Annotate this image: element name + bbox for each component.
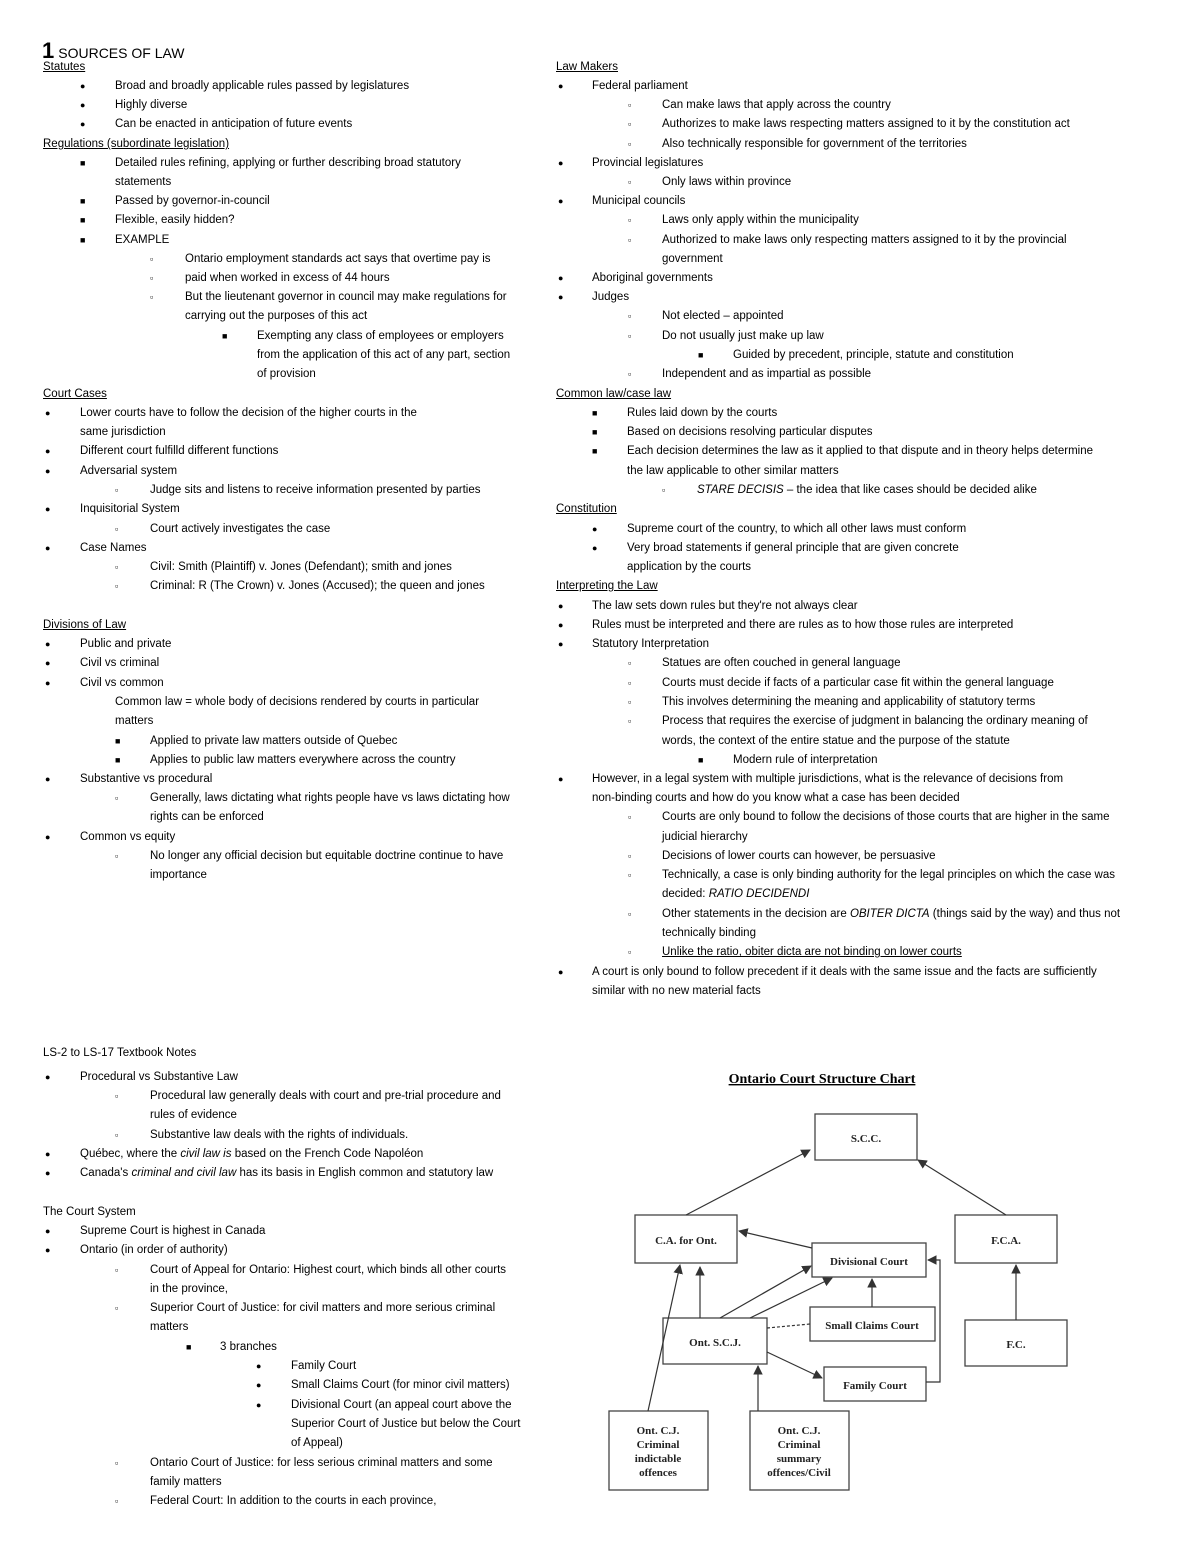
note-line: Rules must be interpreted and there are rules as to how those rules are interpreted <box>592 619 1014 631</box>
note-line: Not elected – appointed <box>662 310 784 322</box>
note-line: Civil vs criminal <box>80 657 160 669</box>
node-ca: C.A. for Ont. <box>655 1235 717 1247</box>
note-line: Supreme Court is highest in Canada <box>80 1225 266 1237</box>
bullet-marker: ▫ <box>115 1265 119 1275</box>
bullet-marker: ▫ <box>628 311 632 321</box>
note-line: Adversarial system <box>80 465 178 477</box>
bullet-marker: ▫ <box>115 851 119 861</box>
note-line: Ontario Court of Justice: for less serious criminal matters and some <box>150 1457 493 1469</box>
note-line: carrying out the purposes of this act <box>185 310 368 322</box>
section-heading: Interpreting the Law <box>556 580 658 592</box>
bullet-marker: ■ <box>592 446 598 456</box>
note-line: LS-2 to LS-17 Textbook Notes <box>43 1047 197 1059</box>
note-line: Ontario (in order of authority) <box>80 1244 228 1256</box>
bullet-marker: ● <box>256 1361 262 1371</box>
note-line: Do not usually just make up law <box>662 330 824 342</box>
note-line: Other statements in the decision are OBITER DICTA (things said by the way) and thus not <box>662 908 1121 920</box>
section-heading: Law Makers <box>556 61 618 73</box>
bullet-marker: ■ <box>592 408 598 418</box>
note-line: Different court fulfilld different functions <box>80 445 279 457</box>
node-cj1-l1: Ont. C.J. <box>636 1425 680 1437</box>
bullet-marker: ● <box>45 832 51 842</box>
bullet-marker: ● <box>558 273 564 283</box>
bullet-marker: ■ <box>80 196 86 206</box>
bullet-marker: ▫ <box>115 562 119 572</box>
note-line: Substantive vs procedural <box>80 773 213 785</box>
node-cj1-l3: indictable <box>634 1453 682 1465</box>
note-line: Based on decisions resolving particular disputes <box>627 426 873 438</box>
note-line: same jurisdiction <box>80 426 166 438</box>
note-line: government <box>662 253 723 265</box>
bullet-marker: ■ <box>698 350 704 360</box>
note-line: Substantive law deals with the rights of individuals. <box>150 1129 409 1141</box>
bullet-marker: ▫ <box>628 947 632 957</box>
bullet-marker: ▫ <box>150 273 154 283</box>
bullet-marker: ● <box>558 774 564 784</box>
note-line: Applied to private law matters outside of Quebec <box>150 735 398 747</box>
section-heading: Constitution <box>556 503 617 515</box>
note-line: Technically, a case is only binding authority for the legal principles on which the case was <box>662 869 1116 881</box>
note-line: Federal parliament <box>592 80 688 92</box>
bullet-marker: ● <box>558 967 564 977</box>
note-line: application by the courts <box>627 561 752 573</box>
bullet-marker: ■ <box>115 755 121 765</box>
bullet-marker: ▫ <box>115 485 119 495</box>
bullet-marker: ● <box>256 1380 262 1390</box>
note-line: Civil vs common <box>80 677 164 689</box>
node-fc: F.C. <box>1006 1339 1026 1351</box>
note-line: Authorized to make laws only respecting matters assigned to it by the provincial <box>662 234 1067 246</box>
note-line: rights can be enforced <box>150 811 264 823</box>
bullet-marker: ▫ <box>662 485 666 495</box>
note-line: Common vs equity <box>80 831 176 843</box>
bullet-marker: ▫ <box>628 331 632 341</box>
note-line: Statutory Interpretation <box>592 638 709 650</box>
note-line: Process that requires the exercise of judgment in balancing the ordinary meaning of <box>662 715 1088 727</box>
note-line: importance <box>150 869 207 881</box>
note-line: Public and private <box>80 638 172 650</box>
bullet-marker: ▫ <box>628 119 632 129</box>
bullet-marker: ■ <box>222 331 228 341</box>
bullet-marker: ● <box>558 639 564 649</box>
bullet-marker: ▫ <box>115 1091 119 1101</box>
note-line: The Court System <box>43 1206 136 1218</box>
note-line: matters <box>150 1321 189 1333</box>
bullet-marker: ▫ <box>115 1303 119 1313</box>
note-line: family matters <box>150 1476 222 1488</box>
note-line: Each decision determines the law as it applied to that dispute and in theory helps determine <box>627 445 1094 457</box>
note-line: Québec, where the civil law is based on the French Code Napoléon <box>80 1148 424 1160</box>
node-cj2-l2: Criminal <box>777 1439 821 1451</box>
bullet-marker: ▫ <box>115 1130 119 1140</box>
note-line: judicial hierarchy <box>662 831 748 843</box>
chart-title: Ontario Court Structure Chart <box>728 1072 916 1087</box>
bullet-marker: ▫ <box>628 139 632 149</box>
bullet-marker: ● <box>592 524 598 534</box>
bullet-marker: ● <box>45 1245 51 1255</box>
note-line: Courts are only bound to follow the decisions of those courts that are higher in the same <box>662 811 1110 823</box>
node-cj2-l4: offences/Civil <box>767 1467 831 1479</box>
section-heading: Statutes <box>43 61 86 73</box>
note-line: Only laws within province <box>662 176 792 188</box>
section-title: SOURCES OF LAW <box>58 45 185 61</box>
note-line: Superior Court of Justice: for civil matters and more serious criminal <box>150 1302 496 1314</box>
bullet-marker: ▫ <box>628 697 632 707</box>
bullet-marker: ▫ <box>628 870 632 880</box>
node-cj2-l3: summary <box>776 1453 822 1465</box>
bullet-marker: ▫ <box>115 581 119 591</box>
bullet-marker: ● <box>558 81 564 91</box>
note-line: EXAMPLE <box>115 234 170 246</box>
bullet-marker: ● <box>45 774 51 784</box>
bullet-marker: ▫ <box>628 658 632 668</box>
bullet-marker: ● <box>45 1149 51 1159</box>
note-line: Superior Court of Justice but below the Court <box>291 1418 521 1430</box>
node-fca: F.C.A. <box>991 1235 1021 1247</box>
bullet-marker: ● <box>558 196 564 206</box>
note-line: Laws only apply within the municipality <box>662 214 859 226</box>
note-line: STARE DECISIS – the idea that like cases should be decided alike <box>697 484 1037 496</box>
bullet-marker: ● <box>592 543 598 553</box>
bullet-marker: ● <box>558 601 564 611</box>
section-heading: Common law/case law <box>556 388 672 400</box>
note-line: in the province, <box>150 1283 228 1295</box>
note-line: rules of evidence <box>150 1109 237 1121</box>
note-line: Independent and as impartial as possible <box>662 368 872 380</box>
note-line: Exempting any class of employees or employers <box>257 330 504 342</box>
bullet-marker: ● <box>80 119 86 129</box>
section-heading: Divisions of Law <box>43 619 127 631</box>
note-line: similar with no new material facts <box>592 985 761 997</box>
bullet-marker: ▫ <box>628 235 632 245</box>
bullet-marker: ● <box>45 446 51 456</box>
bullet-marker: ● <box>80 81 86 91</box>
node-small: Small Claims Court <box>825 1320 919 1332</box>
note-line: Passed by governor-in-council <box>115 195 270 207</box>
bullet-marker: ● <box>558 620 564 630</box>
node-cj2-l1: Ont. C.J. <box>777 1425 821 1437</box>
note-line: However, in a legal system with multiple jurisdictions, what is the relevance of decisions from <box>592 773 1064 785</box>
note-line: Generally, laws dictating what rights people have vs laws dictating how <box>150 792 510 804</box>
note-line: Can make laws that apply across the country <box>662 99 891 111</box>
note-line: Decisions of lower courts can however, be persuasive <box>662 850 936 862</box>
bullet-marker: ■ <box>80 158 86 168</box>
note-line: Lower courts have to follow the decision of the higher courts in the <box>80 407 417 419</box>
note-line: non-binding courts and how do you know what a case has been decided <box>592 792 960 804</box>
note-line: Aboriginal governments <box>592 272 713 284</box>
bullet-marker: ▫ <box>150 292 154 302</box>
bullet-marker: ▫ <box>115 793 119 803</box>
note-line: 3 branches <box>220 1341 277 1353</box>
note-line: Court of Appeal for Ontario: Highest court, which binds all other courts <box>150 1264 507 1276</box>
bullet-marker: ● <box>558 292 564 302</box>
bullet-marker: ▫ <box>115 1458 119 1468</box>
bullet-marker: ▫ <box>628 215 632 225</box>
note-line: Municipal councils <box>592 195 686 207</box>
note-line: Authorizes to make laws respecting matters assigned to it by the constitution act <box>662 118 1070 130</box>
node-div: Divisional Court <box>830 1256 908 1268</box>
bullet-marker: ▫ <box>628 177 632 187</box>
note-line: Applies to public law matters everywhere across the country <box>150 754 456 766</box>
note-line: from the application of this act of any part, section <box>257 349 511 361</box>
note-line: Procedural law generally deals with court and pre-trial procedure and <box>150 1090 501 1102</box>
note-line: words, the context of the entire statue and the purpose of the statute <box>662 735 1010 747</box>
note-line: Statues are often couched in general language <box>662 657 901 669</box>
note-line: Provincial legislatures <box>592 157 704 169</box>
bullet-marker: ■ <box>186 1342 192 1352</box>
note-line: Court actively investigates the case <box>150 523 331 535</box>
note-line: Courts must decide if facts of a particular case fit within the general language <box>662 677 1054 689</box>
note-line: But the lieutenant governor in council may make regulations for <box>185 291 507 303</box>
bullet-marker: ● <box>45 1226 51 1236</box>
bullet-marker: ▫ <box>628 812 632 822</box>
bullet-marker: ● <box>45 543 51 553</box>
node-family: Family Court <box>843 1380 907 1392</box>
bullet-marker: ▫ <box>150 254 154 264</box>
bullet-marker: ● <box>45 1072 51 1082</box>
note-line: Ontario employment standards act says that overtime pay is <box>185 253 491 265</box>
note-line: Case Names <box>80 542 147 554</box>
bullet-marker: ■ <box>80 235 86 245</box>
note-line: Canada's criminal and civil law has its basis in English common and statutory law <box>80 1167 494 1179</box>
bullet-marker: ▫ <box>628 909 632 919</box>
note-line: statements <box>115 176 172 188</box>
node-cj1-l4: offences <box>639 1467 677 1479</box>
bullet-marker: ● <box>45 658 51 668</box>
note-line: of Appeal) <box>291 1437 343 1449</box>
note-line: technically binding <box>662 927 756 939</box>
bullet-marker: ■ <box>698 755 704 765</box>
bullet-marker: ▫ <box>115 1496 119 1506</box>
section-heading: Regulations (subordinate legislation) <box>43 138 230 150</box>
note-line: The law sets down rules but they're not always clear <box>592 600 858 612</box>
note-line: A court is only bound to follow precedent if it deals with the same issue and the facts are sufficiently <box>592 966 1097 978</box>
note-line: the law applicable to other similar matters <box>627 465 839 477</box>
note-line: No longer any official decision but equitable doctrine continue to have <box>150 850 504 862</box>
bullet-marker: ▫ <box>628 100 632 110</box>
note-line: decided: RATIO DECIDENDI <box>662 888 810 900</box>
note-line: Guided by precedent, principle, statute and constitution <box>733 349 1014 361</box>
bullet-marker: ● <box>80 100 86 110</box>
note-line: Unlike the ratio, obiter dicta are not binding on lower courts <box>662 946 962 958</box>
note-line: Family Court <box>291 1360 357 1372</box>
note-line: matters <box>115 715 154 727</box>
note-line: Common law = whole body of decisions rendered by courts in particular <box>115 696 480 708</box>
note-line: Small Claims Court (for minor civil matters) <box>291 1379 510 1391</box>
bullet-marker: ▫ <box>628 716 632 726</box>
note-line: Criminal: R (The Crown) v. Jones (Accused); the queen and jones <box>150 580 485 592</box>
bullet-marker: ▫ <box>115 524 119 534</box>
bullet-marker: ● <box>45 408 51 418</box>
note-line: Can be enacted in anticipation of future events <box>115 118 353 130</box>
bullet-marker: ● <box>256 1400 262 1410</box>
note-line: Flexible, easily hidden? <box>115 214 235 226</box>
note-line: Inquisitorial System <box>80 503 180 515</box>
bullet-marker: ● <box>45 639 51 649</box>
bullet-marker: ■ <box>592 427 598 437</box>
note-line: Rules laid down by the courts <box>627 407 778 419</box>
bullet-marker: ● <box>45 466 51 476</box>
note-line: Broad and broadly applicable rules passed by legislatures <box>115 80 410 92</box>
node-scj: Ont. S.C.J. <box>689 1337 741 1349</box>
note-line: Divisional Court (an appeal court above the <box>291 1399 512 1411</box>
bullet-marker: ● <box>558 158 564 168</box>
note-line: Procedural vs Substantive Law <box>80 1071 238 1083</box>
section-heading: Court Cases <box>43 388 107 400</box>
bullet-marker: ● <box>45 504 51 514</box>
bullet-marker: ▫ <box>628 851 632 861</box>
node-scc: S.C.C. <box>850 1133 882 1145</box>
note-line: Detailed rules refining, applying or further describing broad statutory <box>115 157 461 169</box>
bullet-marker: ■ <box>80 215 86 225</box>
note-line: Civil: Smith (Plaintiff) v. Jones (Defendant); smith and jones <box>150 561 452 573</box>
node-cj1-l2: Criminal <box>636 1439 680 1451</box>
bullet-marker: ■ <box>115 736 121 746</box>
note-line: Supreme court of the country, to which all other laws must conform <box>627 523 967 535</box>
note-line: Highly diverse <box>115 99 188 111</box>
note-line: Judges <box>592 291 630 303</box>
bullet-marker: ▫ <box>628 369 632 379</box>
bullet-marker: ▫ <box>628 678 632 688</box>
note-line: Very broad statements if general principle that are given concrete <box>627 542 959 554</box>
section-number: 1 <box>42 38 55 63</box>
note-line: Also technically responsible for government of the territories <box>662 138 967 150</box>
note-line: paid when worked in excess of 44 hours <box>185 272 390 284</box>
note-line: This involves determining the meaning and applicability of statutory terms <box>662 696 1036 708</box>
bullet-marker: ● <box>45 1168 51 1178</box>
note-line: Modern rule of interpretation <box>733 754 878 766</box>
note-line: of provision <box>257 368 316 380</box>
note-line: Federal Court: In addition to the courts in each province, <box>150 1495 437 1507</box>
note-line: Judge sits and listens to receive information presented by parties <box>150 484 481 496</box>
court-structure-chart <box>600 1060 1100 1520</box>
bullet-marker: ● <box>45 678 51 688</box>
